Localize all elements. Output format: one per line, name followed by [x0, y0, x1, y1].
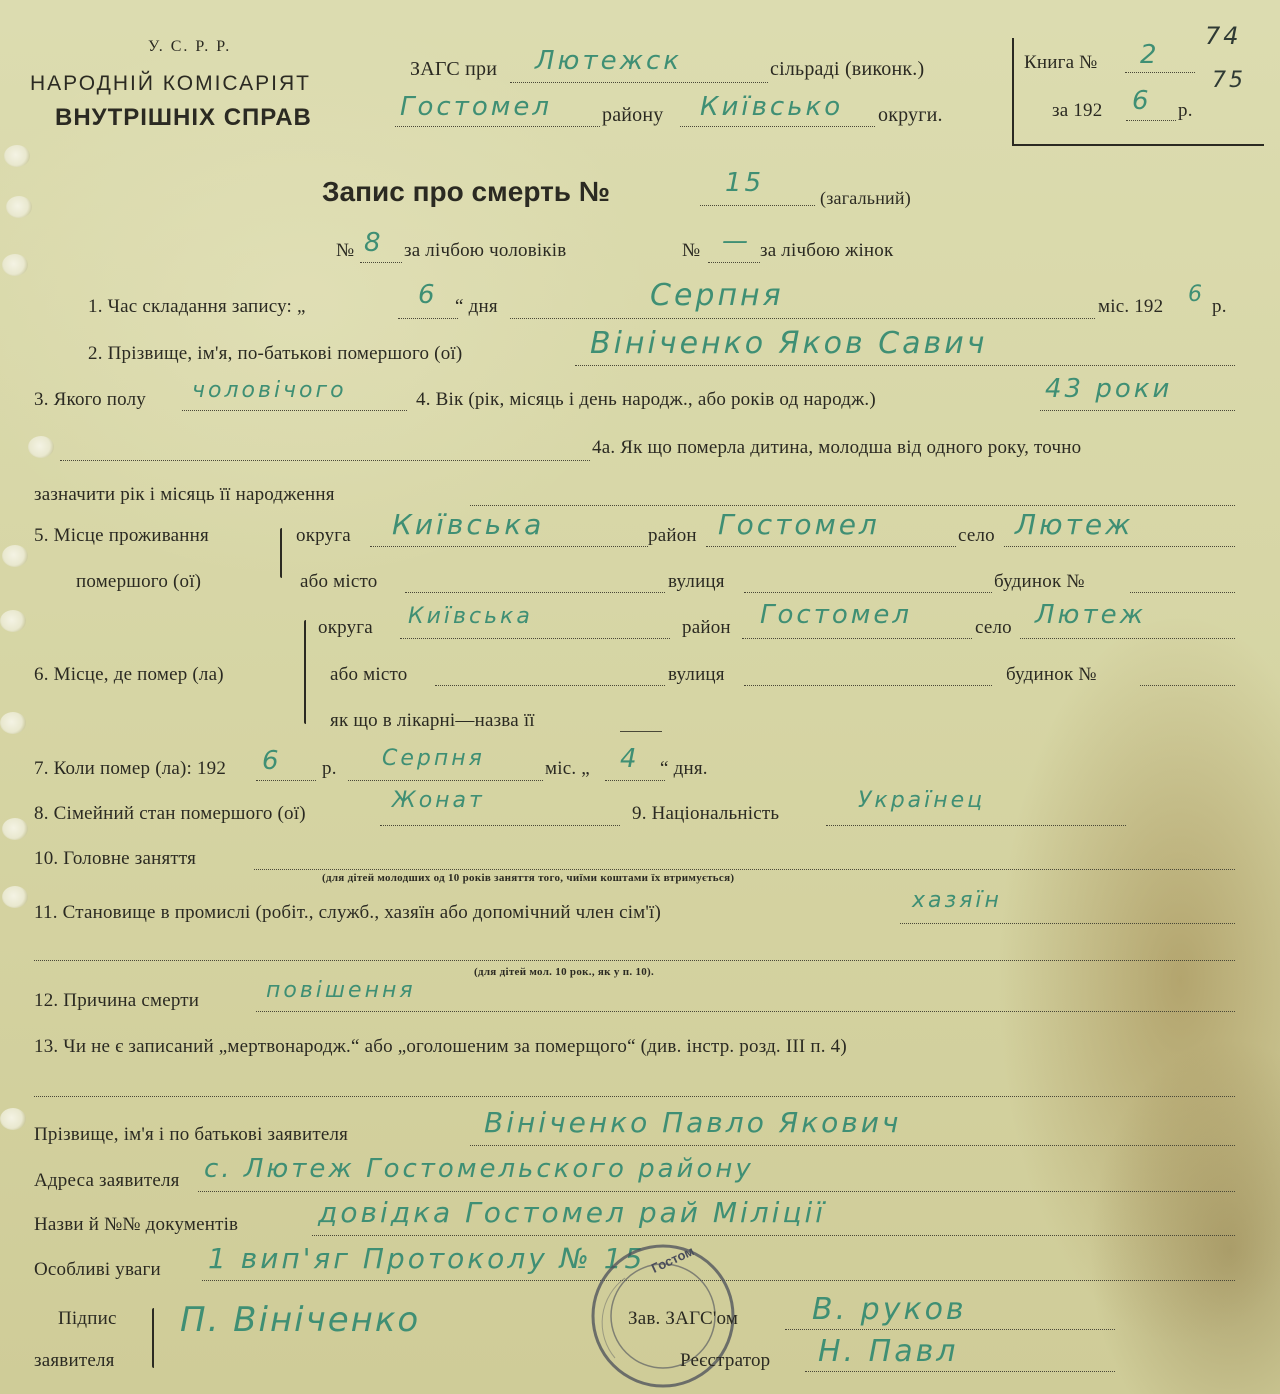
- zav-value: В. руков: [812, 1292, 967, 1327]
- f5-selo-line: [1004, 546, 1235, 547]
- f7-year-line: [256, 780, 316, 781]
- f1-day: 6: [418, 280, 438, 310]
- punch-hole: [2, 886, 28, 908]
- book-label: Книга №: [1024, 52, 1098, 73]
- silradi-label: сільраді (виконк.): [770, 58, 925, 80]
- reg-label: Реєстратор: [680, 1350, 771, 1371]
- punch-hole: [0, 712, 26, 734]
- address-value: с. Лютеж Гостомельского району: [204, 1154, 754, 1184]
- sign-label2: заявителя: [34, 1350, 115, 1371]
- f6-raion: район: [682, 617, 731, 638]
- f10-label: 10. Головне заняття: [34, 848, 197, 869]
- f7-month-line: [348, 780, 543, 781]
- f5-misto: або місто: [300, 571, 378, 592]
- f6-hospital-line: [620, 731, 662, 732]
- f6-okruha: округа: [318, 617, 373, 638]
- women-label: за лічбою жінок: [760, 240, 894, 261]
- record-title: Запис про смерть №: [322, 176, 610, 207]
- f6-okruha-value: Київська: [408, 604, 533, 629]
- men-label: за лічбою чоловіків: [404, 240, 567, 261]
- applicant-label: Прізвище, ім'я і по батькові заявителя: [34, 1124, 349, 1145]
- header-commissariat: НАРОДНІЙ КОМІСАРІЯТ: [30, 72, 311, 95]
- f6-selo: село: [975, 617, 1012, 638]
- f5-bud: будинок №: [994, 571, 1085, 592]
- header-ussr: У. С. Р. Р.: [148, 38, 232, 55]
- f3-line: [182, 410, 407, 411]
- f11-note: (для дітей мол. 10 рок., як у п. 10).: [474, 966, 655, 978]
- f7-day-line: [605, 780, 665, 781]
- women-value: —: [722, 226, 751, 256]
- f5-selo: село: [958, 525, 995, 546]
- f5-bud-line: [1130, 592, 1235, 593]
- f4-line: [1040, 410, 1235, 411]
- f13-line: [34, 1096, 1235, 1097]
- f13-label: 13. Чи не є записаний „мертвонародж.“ або „оголошеним за померщого“ (див. інстр. розд. III п. 4): [34, 1036, 847, 1057]
- f5-vul: вулиця: [668, 571, 725, 592]
- f9-line: [826, 825, 1126, 826]
- f3-value: чоловічого: [192, 378, 347, 403]
- f12-label: 12. Причина смерти: [34, 990, 200, 1011]
- okruhy-label: округи.: [878, 104, 943, 126]
- f1-month-line: [510, 318, 1095, 319]
- raionu-label: району: [602, 104, 664, 126]
- docs-value: довідка Гостомел рай Міліції: [318, 1196, 827, 1229]
- women-line: [708, 262, 760, 263]
- f3-label: 3. Якого полу: [34, 389, 147, 410]
- f6-hospital: як що в лікарні—назва її: [330, 710, 535, 731]
- address-line: [198, 1191, 1235, 1192]
- zags-label: ЗАГС при: [410, 58, 498, 80]
- punch-hole: [0, 610, 26, 632]
- year-suffix: р.: [1178, 100, 1193, 121]
- record-general: (загальний): [820, 188, 911, 208]
- punch-hole: [2, 545, 28, 567]
- f7-year: 6: [262, 746, 282, 776]
- raion-line: [395, 126, 600, 127]
- okruh-value: Київсько: [700, 92, 844, 122]
- f11-value: хазяїн: [912, 888, 1002, 913]
- f4a-label2: зазначити рік і місяць її народження: [34, 484, 335, 505]
- year-line: [1126, 120, 1176, 121]
- f2-line: [575, 365, 1235, 366]
- f4-value: 43 роки: [1045, 374, 1173, 404]
- f5-bracket: [280, 528, 282, 578]
- punch-hole: [0, 1108, 26, 1130]
- book-note-1: 74: [1205, 22, 1242, 50]
- punch-hole: [2, 818, 28, 840]
- punch-hole: [2, 254, 28, 276]
- applicant-value: Вініченко Павло Якович: [484, 1106, 902, 1139]
- reg-value: Н. Павл: [818, 1334, 959, 1369]
- f12-line: [256, 1011, 1235, 1012]
- stamp-text: Гостом: [648, 1243, 697, 1276]
- f5-label2: помершого (ої): [76, 571, 202, 592]
- reg-line: [805, 1371, 1115, 1372]
- raion-value: Гостомел: [400, 92, 552, 122]
- f4a-label: 4а. Як що померла дитина, молодша від одного року, точно: [592, 437, 1082, 458]
- docs-line: [312, 1235, 1235, 1236]
- f6-raion-line: [742, 638, 972, 639]
- punch-hole: [4, 145, 30, 167]
- f6-bud-line: [1140, 685, 1235, 686]
- f1-year: 6: [1188, 282, 1205, 307]
- f6-selo-value: Лютеж: [1035, 600, 1147, 630]
- f9-label: 9. Національність: [632, 803, 780, 824]
- f6-misto-line: [435, 685, 665, 686]
- f11-label: 11. Становище в промислі (робіт., служб., хазяїн або допомічний член сім'ї): [34, 902, 662, 923]
- zav-line: [785, 1329, 1115, 1330]
- f7-r: р.: [322, 758, 337, 779]
- year-label: за 192: [1052, 100, 1103, 121]
- okruh-line: [680, 126, 875, 127]
- f6-bud: будинок №: [1006, 664, 1097, 685]
- f1-label: 1. Час складання запису: „: [88, 296, 306, 317]
- men-value: 8: [364, 228, 384, 258]
- punch-hole: [6, 196, 32, 218]
- f7-mis: міс. „: [545, 758, 590, 779]
- f9-value: Українец: [858, 788, 986, 813]
- f6-raion-value: Гостомел: [760, 600, 912, 630]
- f5-selo-value: Лютеж: [1015, 508, 1134, 541]
- f5-raion-line: [706, 546, 956, 547]
- sign-value: П. Вініченко: [180, 1300, 421, 1340]
- f7-day: 4: [620, 744, 640, 774]
- f5-misto-line: [405, 592, 665, 593]
- f4-label: 4. Вік (рік, місяць і день народж., або років од народж.): [416, 389, 876, 410]
- f5-vul-line: [744, 592, 992, 593]
- f2-value: Вініченко Яков Савич: [590, 326, 988, 361]
- f8-label: 8. Сімейний стан помершого (ої): [34, 803, 306, 824]
- record-number-line: [700, 205, 815, 206]
- f5-okruha: округа: [296, 525, 351, 546]
- f1-r: р.: [1212, 296, 1227, 317]
- f2-label: 2. Прізвище, ім'я, по-батькові помершого (ої): [88, 343, 463, 364]
- f7-dnia: “ дня.: [660, 758, 708, 779]
- f5-raion: район: [648, 525, 697, 546]
- zav-label: Зав. ЗАГС'ом: [628, 1308, 739, 1329]
- f4a-line-1: [60, 460, 590, 461]
- zags-value: Лютежск: [535, 46, 683, 76]
- sign-bracket: [152, 1308, 154, 1368]
- f1-day-line: [398, 318, 458, 319]
- book-note-2: 75: [1212, 68, 1246, 93]
- f7-label: 7. Коли помер (ла): 192: [34, 758, 227, 779]
- docs-label: Назви й №№ документів: [34, 1214, 239, 1235]
- f4a-line-2: [470, 505, 1235, 506]
- f12-value: повішення: [266, 978, 416, 1003]
- f1-mis: міс. 192: [1098, 296, 1164, 317]
- punch-hole: [28, 436, 54, 458]
- f6-label: 6. Місце, де помер (ла): [34, 664, 224, 685]
- f1-month: Серпня: [650, 278, 784, 313]
- f5-okruha-value: Київська: [392, 508, 545, 541]
- address-label: Адреса заявителя: [34, 1170, 180, 1191]
- book-value: 2: [1140, 40, 1160, 70]
- men-line: [360, 262, 402, 263]
- men-no: №: [336, 240, 355, 261]
- women-no: №: [682, 240, 701, 261]
- header-internal-affairs: ВНУТРІШНІХ СПРАВ: [55, 104, 312, 131]
- f10-note: (для дітей молодших од 10 років заняття того, чиїми коштами їх втримується): [322, 872, 735, 884]
- record-number: 15: [725, 168, 765, 198]
- notes-label: Особливі уваги: [34, 1259, 161, 1280]
- f11-line-2: [34, 960, 1235, 961]
- zags-line: [510, 82, 768, 83]
- f6-misto: або місто: [330, 664, 408, 685]
- applicant-line: [470, 1145, 1235, 1146]
- f8-line: [380, 825, 620, 826]
- sign-label1: Підпис: [58, 1308, 117, 1329]
- f11-line: [900, 923, 1235, 924]
- f7-month: Серпня: [382, 746, 485, 771]
- f1-dnia: “ дня: [455, 296, 498, 317]
- book-line: [1125, 72, 1195, 73]
- f8-value: Жонат: [392, 788, 485, 813]
- f6-vul: вулиця: [668, 664, 725, 685]
- f10-line: [254, 869, 1235, 870]
- f6-bracket: [304, 620, 306, 724]
- year-value: 6: [1132, 86, 1152, 116]
- f5-raion-value: Гостомел: [718, 508, 880, 541]
- notes-value: 1 вип'яг Протоколу № 15: [208, 1242, 646, 1275]
- f6-okruha-line: [400, 638, 670, 639]
- f6-vul-line: [744, 685, 992, 686]
- f5-label1: 5. Місце проживання: [34, 525, 209, 546]
- f5-okruha-line: [370, 546, 648, 547]
- f6-selo-line: [1020, 638, 1235, 639]
